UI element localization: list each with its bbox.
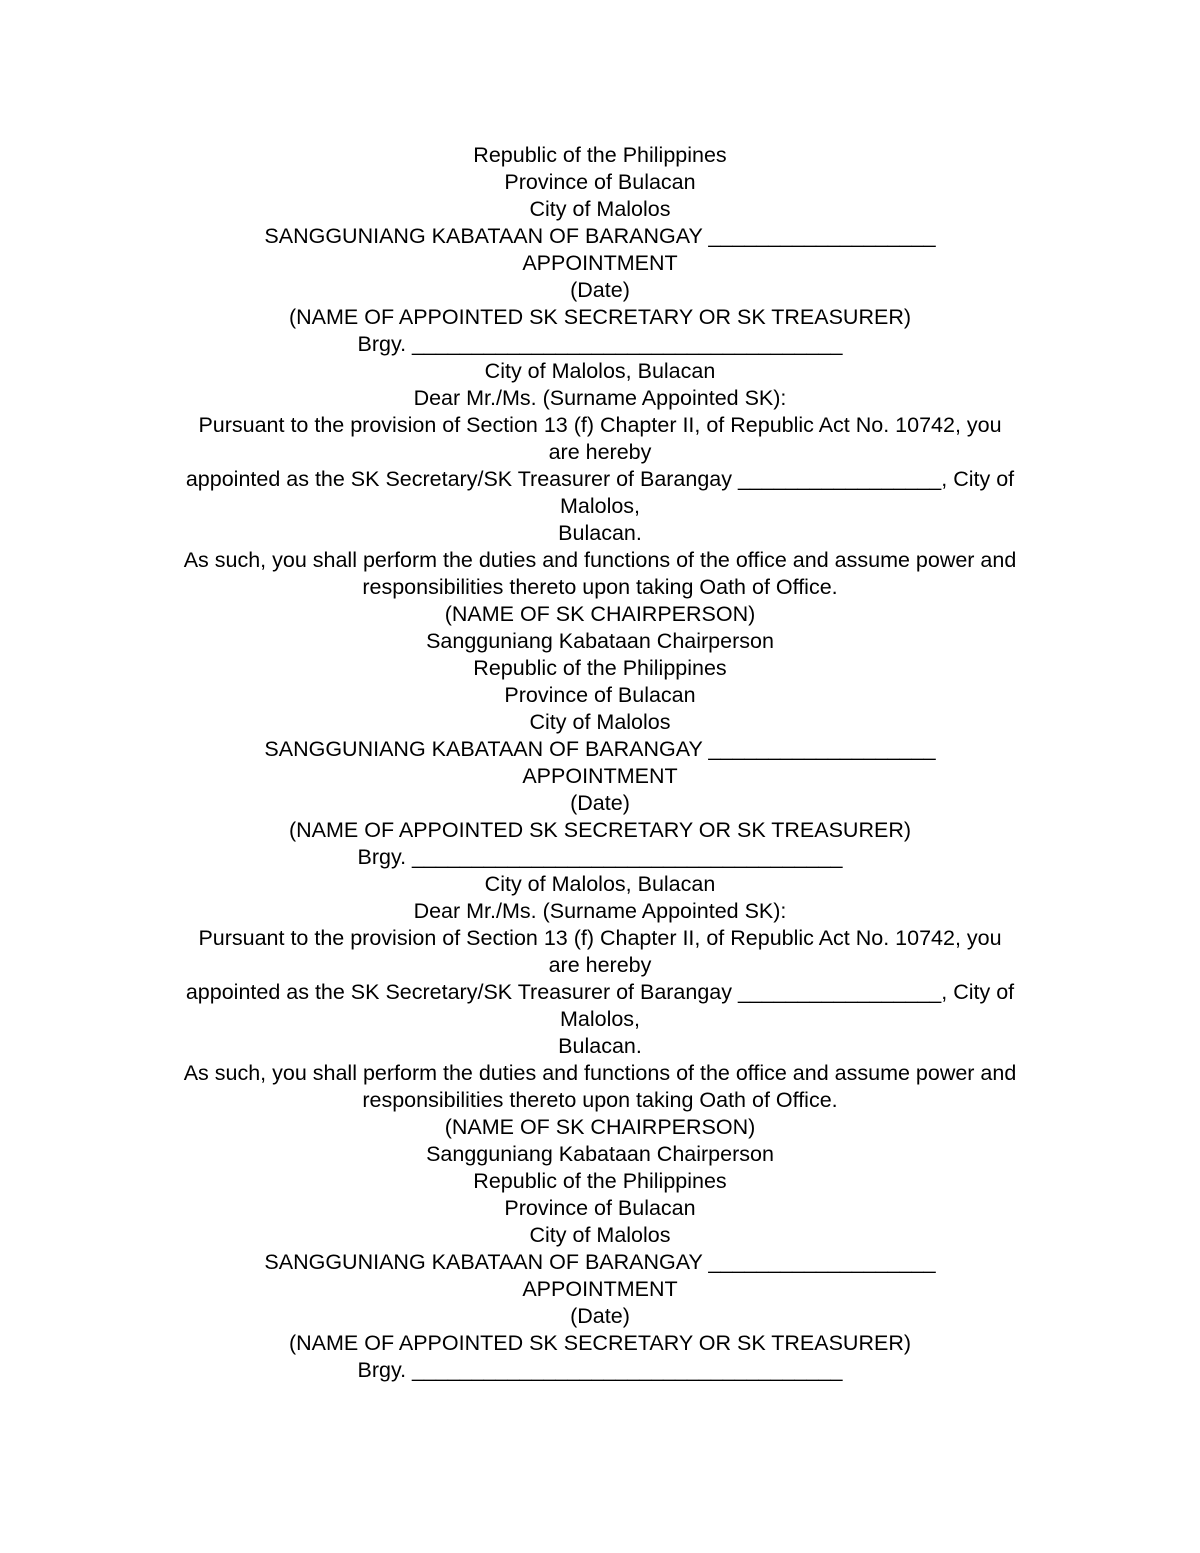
address-line: City of Malolos, Bulacan (484, 872, 716, 896)
salutation: Dear Mr./Ms. (Surname Appointed SK): (413, 386, 787, 410)
appointment-block (0, 1168, 1200, 1384)
body-text-line: appointed as the SK Secretary/SK Treasurer of Barangay _________________, City of (185, 467, 1015, 491)
signatory-position: Sangguniang Kabataan Chairperson (426, 1142, 774, 1166)
city-line: City of Malolos (529, 197, 671, 221)
sk-barangay-line: SANGGUNIANG KABATAAN OF BARANGAY ___________________ (264, 224, 936, 248)
city-line: City of Malolos (529, 1223, 671, 1247)
signatory-name: (NAME OF SK CHAIRPERSON) (444, 602, 756, 626)
body-text-line: As such, you shall perform the duties and functions of the office and assume power and (183, 1061, 1017, 1085)
sk-barangay-line: SANGGUNIANG KABATAAN OF BARANGAY ___________________ (264, 737, 936, 761)
province-line: Province of Bulacan (504, 170, 696, 194)
body-text-line: Bulacan. (558, 521, 642, 545)
address-line: City of Malolos, Bulacan (484, 359, 716, 383)
date-placeholder: (Date) (570, 278, 630, 302)
republic-line: Republic of the Philippines (473, 1169, 727, 1193)
signatory-name: (NAME OF SK CHAIRPERSON) (444, 1115, 756, 1139)
sk-barangay-line: SANGGUNIANG KABATAAN OF BARANGAY ___________________ (264, 1250, 936, 1274)
republic-line: Republic of the Philippines (473, 143, 727, 167)
salutation: Dear Mr./Ms. (Surname Appointed SK): (413, 899, 787, 923)
document-page (0, 142, 1200, 1384)
body-text-line: responsibilities thereto upon taking Oath of Office. (362, 1088, 838, 1112)
brgy-line: Brgy. ____________________________________ (357, 845, 843, 869)
appointment-title: APPOINTMENT (522, 1277, 678, 1301)
body-text-line: As such, you shall perform the duties and functions of the office and assume power and (183, 548, 1017, 572)
city-line: City of Malolos (529, 710, 671, 734)
date-placeholder: (Date) (570, 1304, 630, 1328)
body-text-line: responsibilities thereto upon taking Oath of Office. (362, 575, 838, 599)
appointment-title: APPOINTMENT (522, 764, 678, 788)
body-text-line: are hereby (548, 440, 652, 464)
appointment-block (0, 142, 1200, 655)
body-text-line: Pursuant to the provision of Section 13 (f) Chapter II, of Republic Act No. 10742, you (198, 926, 1002, 950)
appointment-title: APPOINTMENT (522, 251, 678, 275)
body-text-line: Pursuant to the provision of Section 13 (f) Chapter II, of Republic Act No. 10742, you (198, 413, 1002, 437)
body-text-line: appointed as the SK Secretary/SK Treasurer of Barangay _________________, City of (185, 980, 1015, 1004)
body-text-line: Malolos, (559, 494, 641, 518)
body-text-line: Malolos, (559, 1007, 641, 1031)
appointee-name-placeholder: (NAME OF APPOINTED SK SECRETARY OR SK TREASURER) (288, 305, 912, 329)
province-line: Province of Bulacan (504, 1196, 696, 1220)
body-text-line: are hereby (548, 953, 652, 977)
province-line: Province of Bulacan (504, 683, 696, 707)
date-placeholder: (Date) (570, 791, 630, 815)
body-text-line: Bulacan. (558, 1034, 642, 1058)
appointment-block (0, 655, 1200, 1168)
brgy-line: Brgy. ____________________________________ (357, 1358, 843, 1382)
brgy-line: Brgy. ____________________________________ (357, 332, 843, 356)
appointee-name-placeholder: (NAME OF APPOINTED SK SECRETARY OR SK TREASURER) (288, 818, 912, 842)
appointee-name-placeholder: (NAME OF APPOINTED SK SECRETARY OR SK TREASURER) (288, 1331, 912, 1355)
signatory-position: Sangguniang Kabataan Chairperson (426, 629, 774, 653)
republic-line: Republic of the Philippines (473, 656, 727, 680)
